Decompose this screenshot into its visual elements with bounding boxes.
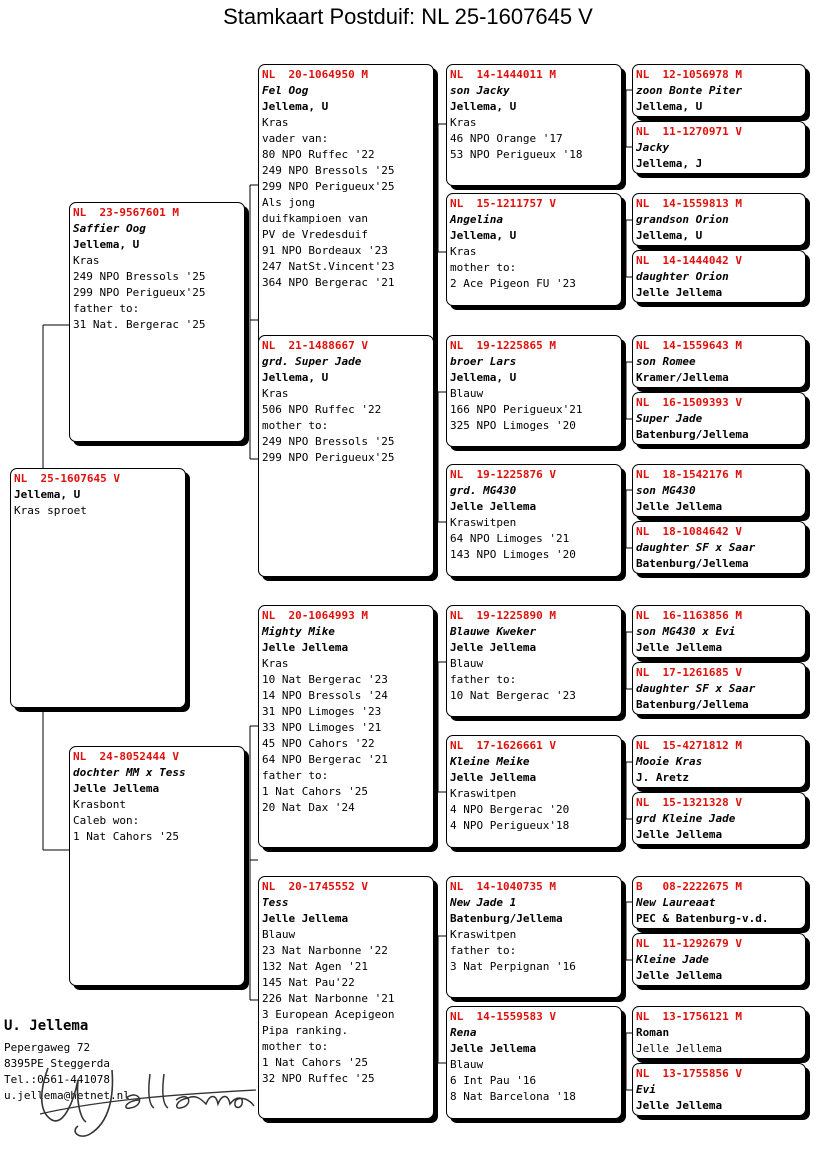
- pigeon-owner: Batenburg/Jellema: [636, 428, 749, 441]
- pigeon-detail: 143 NPO Limoges '20: [450, 548, 576, 561]
- pigeon-owner: Jellema, U: [450, 229, 517, 242]
- pigeon-detail: 249 NPO Bressols '25: [262, 164, 395, 177]
- pigeon-detail: 91 NPO Bordeaux '23: [262, 244, 388, 257]
- pigeon-detail: 14 NPO Bressols '24: [262, 689, 388, 702]
- owner-postal: 8395PE Steggerda: [4, 1057, 110, 1070]
- pigeon-owner: Kramer/Jellema: [636, 371, 729, 384]
- pigeon-owner: J. Aretz: [636, 771, 689, 784]
- ring-number: NL 14-1444042 V: [636, 254, 742, 267]
- pigeon-owner: Jelle Jellema: [636, 1099, 723, 1112]
- pigeon-name: Kleine Jade: [636, 953, 709, 966]
- ring-number: NL 25-1607645 V: [14, 472, 120, 485]
- owner-email: u.jellema@hetnet.nl: [4, 1089, 130, 1102]
- pedigree-card: [632, 392, 806, 445]
- pigeon-name: Fel Oog: [262, 84, 309, 97]
- pedigree-card: [632, 193, 806, 246]
- pigeon-name: daughter Orion: [636, 270, 729, 283]
- ring-number: NL 24-8052444 V: [73, 750, 179, 763]
- pigeon-detail: mother to:: [262, 419, 329, 432]
- pigeon-owner: Jellema, U: [450, 371, 517, 384]
- pigeon-owner: Jellema, U: [262, 100, 329, 113]
- pigeon-detail: 4 NPO Perigueux'18: [450, 819, 570, 832]
- pigeon-detail: Kraswitpen: [450, 516, 517, 529]
- pigeon-name: Tess: [262, 896, 289, 909]
- pigeon-name: Rena: [450, 1026, 477, 1039]
- ring-number: NL 21-1488667 V: [262, 339, 368, 352]
- pedigree-card: [632, 121, 806, 174]
- pigeon-owner: Batenburg/Jellema: [636, 557, 749, 570]
- pigeon-detail: 53 NPO Perigueux '18: [450, 148, 583, 161]
- pigeon-detail: 23 Nat Narbonne '22: [262, 944, 388, 957]
- pigeon-detail: 31 Nat. Bergerac '25: [73, 318, 206, 331]
- pedigree-card: [632, 792, 806, 845]
- pigeon-owner: Jellema, U: [636, 229, 703, 242]
- pedigree-card: [69, 202, 245, 442]
- pedigree-card: [632, 64, 806, 117]
- pigeon-owner: Jelle Jellema: [262, 912, 349, 925]
- pigeon-owner: Jellema, U: [73, 238, 140, 251]
- ring-number: NL 18-1542176 M: [636, 468, 742, 481]
- pigeon-name: daughter SF x Saar: [636, 541, 756, 554]
- pigeon-owner: Jelle Jellema: [73, 782, 160, 795]
- pedigree-card: [446, 605, 622, 717]
- pedigree-card: [446, 1006, 622, 1119]
- pigeon-owner: Jelle Jellema: [450, 641, 537, 654]
- pigeon-name: daughter SF x Saar: [636, 682, 756, 695]
- ring-number: NL 16-1509393 V: [636, 396, 742, 409]
- pigeon-owner: PEC & Batenburg-v.d.: [636, 912, 769, 925]
- pigeon-name: Mighty Mike: [262, 625, 335, 638]
- pigeon-detail: Caleb won:: [73, 814, 140, 827]
- pigeon-name: grd. MG430: [450, 484, 517, 497]
- pigeon-detail: 32 NPO Ruffec '25: [262, 1072, 375, 1085]
- pigeon-detail: father to:: [450, 673, 517, 686]
- pigeon-detail: 249 NPO Bressols '25: [262, 435, 395, 448]
- pigeon-name: Blauwe Kweker: [450, 625, 537, 638]
- pedigree-card: [258, 605, 434, 848]
- ring-number: NL 12-1056978 M: [636, 68, 742, 81]
- pedigree-card: [69, 746, 245, 986]
- pigeon-owner: Jelle Jellema: [262, 641, 349, 654]
- pigeon-owner: Jellema, J: [636, 157, 703, 170]
- pigeon-name: dochter MM x Tess: [73, 766, 186, 779]
- pigeon-detail: Blauw: [450, 387, 484, 400]
- pedigree-card: [446, 876, 622, 998]
- pedigree-card: [258, 335, 434, 577]
- pigeon-detail: Kras: [262, 387, 289, 400]
- pigeon-detail: 1 Nat Cahors '25: [73, 830, 179, 843]
- pigeon-name: Jacky: [636, 141, 670, 154]
- pedigree-card: [632, 1063, 806, 1116]
- pigeon-detail: duifkampioen van: [262, 212, 368, 225]
- pigeon-detail: Kras: [262, 116, 289, 129]
- pigeon-detail: Blauw: [450, 1058, 484, 1071]
- ring-number: NL 14-1444011 M: [450, 68, 556, 81]
- pigeon-detail: 132 Nat Agen '21: [262, 960, 368, 973]
- pigeon-name: son Romee: [636, 355, 696, 368]
- ring-number: NL 14-1559813 M: [636, 197, 742, 210]
- pigeon-detail: Jelle Jellema: [636, 1042, 723, 1055]
- pigeon-detail: 8 Nat Barcelona '18: [450, 1090, 576, 1103]
- pigeon-detail: 20 Nat Dax '24: [262, 801, 355, 814]
- pigeon-name: New Laureaat: [636, 896, 716, 909]
- pigeon-detail: 64 NPO Limoges '21: [450, 532, 570, 545]
- ring-number: NL 20-1064993 M: [262, 609, 368, 622]
- pigeon-owner: Jelle Jellema: [450, 500, 537, 513]
- ring-number: NL 14-1040735 M: [450, 880, 556, 893]
- pedigree-card: [632, 876, 806, 929]
- pigeon-detail: 33 NPO Limoges '21: [262, 721, 382, 734]
- pigeon-name: Angelina: [450, 213, 503, 226]
- pedigree-card: [632, 521, 806, 574]
- pedigree-card: [10, 468, 186, 708]
- pigeon-name: zoon Bonte Piter: [636, 84, 742, 97]
- pigeon-detail: 3 European Acepigeon: [262, 1008, 395, 1021]
- pigeon-detail: 31 NPO Limoges '23: [262, 705, 382, 718]
- pigeon-detail: Kras: [450, 116, 477, 129]
- pigeon-detail: vader van:: [262, 132, 329, 145]
- pigeon-detail: mother to:: [262, 1040, 329, 1053]
- pigeon-name: son MG430 x Evi: [636, 625, 736, 638]
- pedigree-card: [632, 1006, 806, 1059]
- owner-phone: Tel.:0561-441078: [4, 1073, 110, 1086]
- pedigree-card: [632, 250, 806, 303]
- pigeon-detail: Blauw: [450, 657, 484, 670]
- pigeon-owner: Roman: [636, 1026, 670, 1039]
- ring-number: B 08-2222675 M: [636, 880, 742, 893]
- ring-number: NL 14-1559643 M: [636, 339, 742, 352]
- pigeon-owner: Jellema, U: [450, 100, 517, 113]
- pigeon-detail: 10 Nat Bergerac '23: [262, 673, 388, 686]
- pedigree-card: [632, 605, 806, 658]
- pigeon-owner: Batenburg/Jellema: [450, 912, 563, 925]
- pedigree-card: [632, 735, 806, 788]
- pigeon-detail: 10 Nat Bergerac '23: [450, 689, 576, 702]
- pedigree-card: [632, 933, 806, 986]
- pigeon-owner: Jellema, U: [262, 371, 329, 384]
- ring-number: NL 17-1261685 V: [636, 666, 742, 679]
- pigeon-owner: Jelle Jellema: [636, 500, 723, 513]
- pedigree-card: [446, 64, 622, 186]
- pigeon-owner: Jelle Jellema: [636, 641, 723, 654]
- pigeon-detail: 247 NatSt.Vincent'23: [262, 260, 395, 273]
- pigeon-detail: 3 Nat Perpignan '16: [450, 960, 576, 973]
- pigeon-detail: 299 NPO Perigueux'25: [73, 286, 206, 299]
- ring-number: NL 14-1559583 V: [450, 1010, 556, 1023]
- pigeon-detail: father to:: [73, 302, 140, 315]
- pigeon-owner: Jelle Jellema: [450, 771, 537, 784]
- pigeon-detail: PV de Vredesduif: [262, 228, 368, 241]
- pigeon-owner: Jellema, U: [14, 488, 81, 501]
- pigeon-detail: mother to:: [450, 261, 517, 274]
- pigeon-owner: Jellema, U: [636, 100, 703, 113]
- ring-number: NL 13-1756121 M: [636, 1010, 742, 1023]
- pigeon-detail: 145 Nat Pau'22: [262, 976, 355, 989]
- pigeon-name: Evi: [636, 1083, 656, 1096]
- pedigree-card: [632, 335, 806, 388]
- pigeon-detail: Blauw: [262, 928, 296, 941]
- pigeon-detail: father to:: [450, 944, 517, 957]
- pigeon-detail: 46 NPO Orange '17: [450, 132, 563, 145]
- ring-number: NL 17-1626661 V: [450, 739, 556, 752]
- ring-number: NL 19-1225865 M: [450, 339, 556, 352]
- pigeon-detail: Kras: [262, 657, 289, 670]
- pigeon-detail: 1 Nat Cahors '25: [262, 1056, 368, 1069]
- pigeon-detail: 2 Ace Pigeon FU '23: [450, 277, 576, 290]
- pigeon-detail: 6 Int Pau '16: [450, 1074, 537, 1087]
- pigeon-detail: 64 NPO Bergerac '21: [262, 753, 388, 766]
- ring-number: NL 15-1321328 V: [636, 796, 742, 809]
- pedigree-card: [446, 735, 622, 848]
- pigeon-owner: Jelle Jellema: [636, 969, 723, 982]
- owner-name: U. Jellema: [4, 1018, 89, 1034]
- pigeon-detail: 249 NPO Bressols '25: [73, 270, 206, 283]
- pigeon-detail: Pipa ranking.: [262, 1024, 349, 1037]
- pedigree-card: [446, 335, 622, 447]
- pedigree-card: [446, 464, 622, 577]
- pigeon-detail: 364 NPO Bergerac '21: [262, 276, 395, 289]
- pigeon-name: Super Jade: [636, 412, 703, 425]
- pigeon-detail: 4 NPO Bergerac '20: [450, 803, 570, 816]
- ring-number: NL 19-1225890 M: [450, 609, 556, 622]
- pigeon-name: Saffier Oog: [73, 222, 146, 235]
- pigeon-detail: 299 NPO Perigueux'25: [262, 180, 395, 193]
- pigeon-detail: 80 NPO Ruffec '22: [262, 148, 375, 161]
- pigeon-detail: 1 Nat Cahors '25: [262, 785, 368, 798]
- ring-number: NL 23-9567601 M: [73, 206, 179, 219]
- signature: [30, 1060, 260, 1140]
- pigeon-detail: Kras: [73, 254, 100, 267]
- pedigree-card: [446, 193, 622, 306]
- ring-number: NL 20-1064950 M: [262, 68, 368, 81]
- pigeon-detail: 226 Nat Narbonne '21: [262, 992, 395, 1005]
- pigeon-name: grd. Super Jade: [262, 355, 362, 368]
- pigeon-detail: Kraswitpen: [450, 928, 517, 941]
- pigeon-name: son MG430: [636, 484, 696, 497]
- pigeon-name: broer Lars: [450, 355, 517, 368]
- page-title: Stamkaart Postduif: NL 25-1607645 V: [223, 4, 593, 29]
- pigeon-owner: Jelle Jellema: [450, 1042, 537, 1055]
- pigeon-detail: Als jong: [262, 196, 315, 209]
- pigeon-detail: 325 NPO Limoges '20: [450, 419, 576, 432]
- pigeon-owner: Batenburg/Jellema: [636, 698, 749, 711]
- pigeon-detail: Kraswitpen: [450, 787, 517, 800]
- pedigree-card: [258, 876, 434, 1119]
- pedigree-card: [632, 662, 806, 715]
- pigeon-detail: father to:: [262, 769, 329, 782]
- ring-number: NL 15-4271812 M: [636, 739, 742, 752]
- owner-address: Pepergaweg 72: [4, 1041, 91, 1054]
- pigeon-name: grd Kleine Jade: [636, 812, 736, 825]
- pigeon-name: Kleine Meike: [450, 755, 530, 768]
- pigeon-detail: 506 NPO Ruffec '22: [262, 403, 382, 416]
- ring-number: NL 20-1745552 V: [262, 880, 368, 893]
- ring-number: NL 11-1292679 V: [636, 937, 742, 950]
- ring-number: NL 16-1163856 M: [636, 609, 742, 622]
- pigeon-name: New Jade 1: [450, 896, 517, 909]
- ring-number: NL 18-1084642 V: [636, 525, 742, 538]
- pigeon-name: grandson Orion: [636, 213, 729, 226]
- ring-number: NL 15-1211757 V: [450, 197, 556, 210]
- ring-number: NL 13-1755856 V: [636, 1067, 742, 1080]
- pedigree-card: [632, 464, 806, 517]
- pigeon-owner: Jelle Jellema: [636, 286, 723, 299]
- pigeon-detail: Kras: [450, 245, 477, 258]
- pigeon-detail: Krasbont: [73, 798, 126, 811]
- pigeon-detail: Kras sproet: [14, 504, 87, 517]
- pigeon-name: Mooie Kras: [636, 755, 703, 768]
- pigeon-detail: 166 NPO Perigueux'21: [450, 403, 583, 416]
- pigeon-detail: 45 NPO Cahors '22: [262, 737, 375, 750]
- pigeon-owner: Jelle Jellema: [636, 828, 723, 841]
- pigeon-detail: 299 NPO Perigueux'25: [262, 451, 395, 464]
- ring-number: NL 19-1225876 V: [450, 468, 556, 481]
- ring-number: NL 11-1270971 V: [636, 125, 742, 138]
- pigeon-name: son Jacky: [450, 84, 510, 97]
